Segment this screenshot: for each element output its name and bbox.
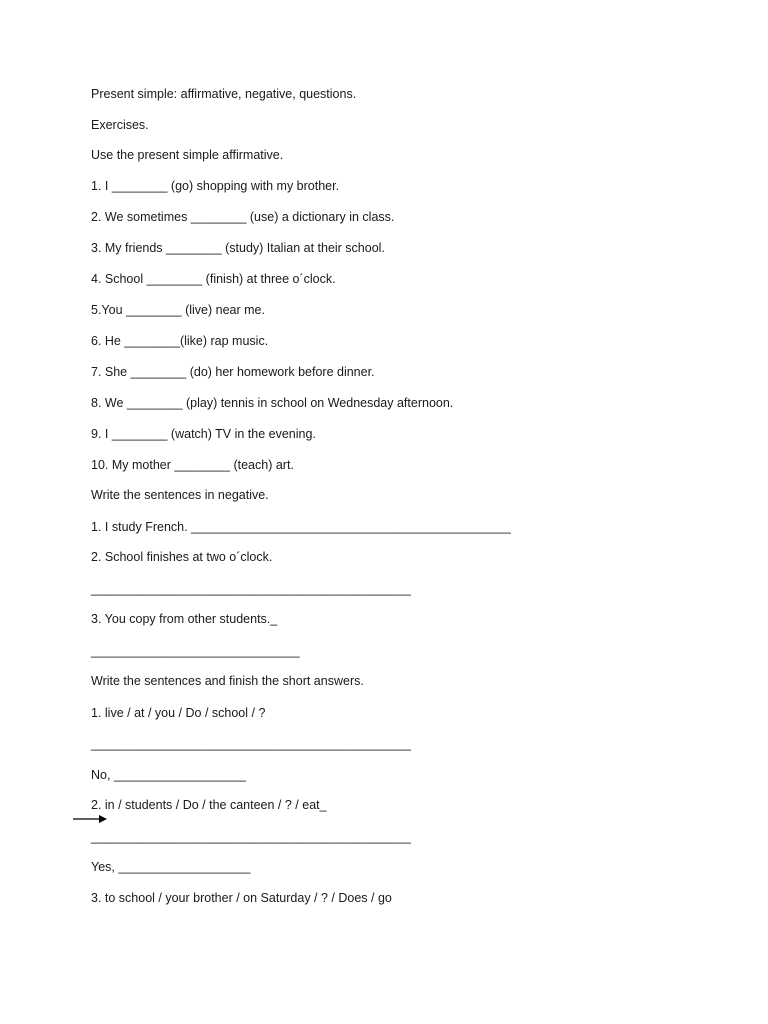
exercise-item: 2. We sometimes ________ (use) a dictionary in class. xyxy=(91,210,395,224)
exercise-item: 10. My mother ________ (teach) art. xyxy=(91,458,294,472)
exercise-item: 7. She ________ (do) her homework before dinner. xyxy=(91,365,375,379)
short-answer-line: No, ___________________ xyxy=(91,768,247,782)
exercise-item: 5.You ________ (live) near me. xyxy=(91,303,265,317)
instruction-short-answers: Write the sentences and finish the short answers. xyxy=(91,674,364,688)
answer-line: ______________________________________________ xyxy=(91,582,411,596)
question-item: 1. live / at / you / Do / school / ? xyxy=(91,706,266,720)
answer-line: ______________________________________________ xyxy=(91,830,411,844)
worksheet-title: Present simple: affirmative, negative, questions. xyxy=(91,87,357,101)
instruction-negative: Write the sentences in negative. xyxy=(91,488,269,502)
exercise-item: 4. School ________ (finish) at three o´clock. xyxy=(91,272,336,286)
negative-item: 2. School finishes at two o´clock. xyxy=(91,550,273,564)
question-item: 2. in / students / Do / the canteen / ? / eat_ xyxy=(91,798,327,812)
exercise-item: 1. I ________ (go) shopping with my brother. xyxy=(91,179,340,193)
negative-item: 1. I study French. ______________________________________________ xyxy=(91,520,511,534)
section-heading-exercises: Exercises. xyxy=(91,118,149,132)
instruction-affirmative: Use the present simple affirmative. xyxy=(91,148,284,162)
exercise-item: 9. I ________ (watch) TV in the evening. xyxy=(91,427,316,441)
answer-line: ______________________________ xyxy=(91,644,300,658)
arrow-right-icon xyxy=(73,813,109,825)
short-answer-line: Yes, ___________________ xyxy=(91,860,251,874)
exercise-item: 6. He ________(like) rap music. xyxy=(91,334,269,348)
exercise-item: 3. My friends ________ (study) Italian at their school. xyxy=(91,241,385,255)
exercise-item: 8. We ________ (play) tennis in school on Wednesday afternoon. xyxy=(91,396,454,410)
negative-item: 3. You copy from other students._ xyxy=(91,612,278,626)
answer-line: ______________________________________________ xyxy=(91,737,411,751)
question-item: 3. to school / your brother / on Saturday / ? / Does / go xyxy=(91,891,392,905)
